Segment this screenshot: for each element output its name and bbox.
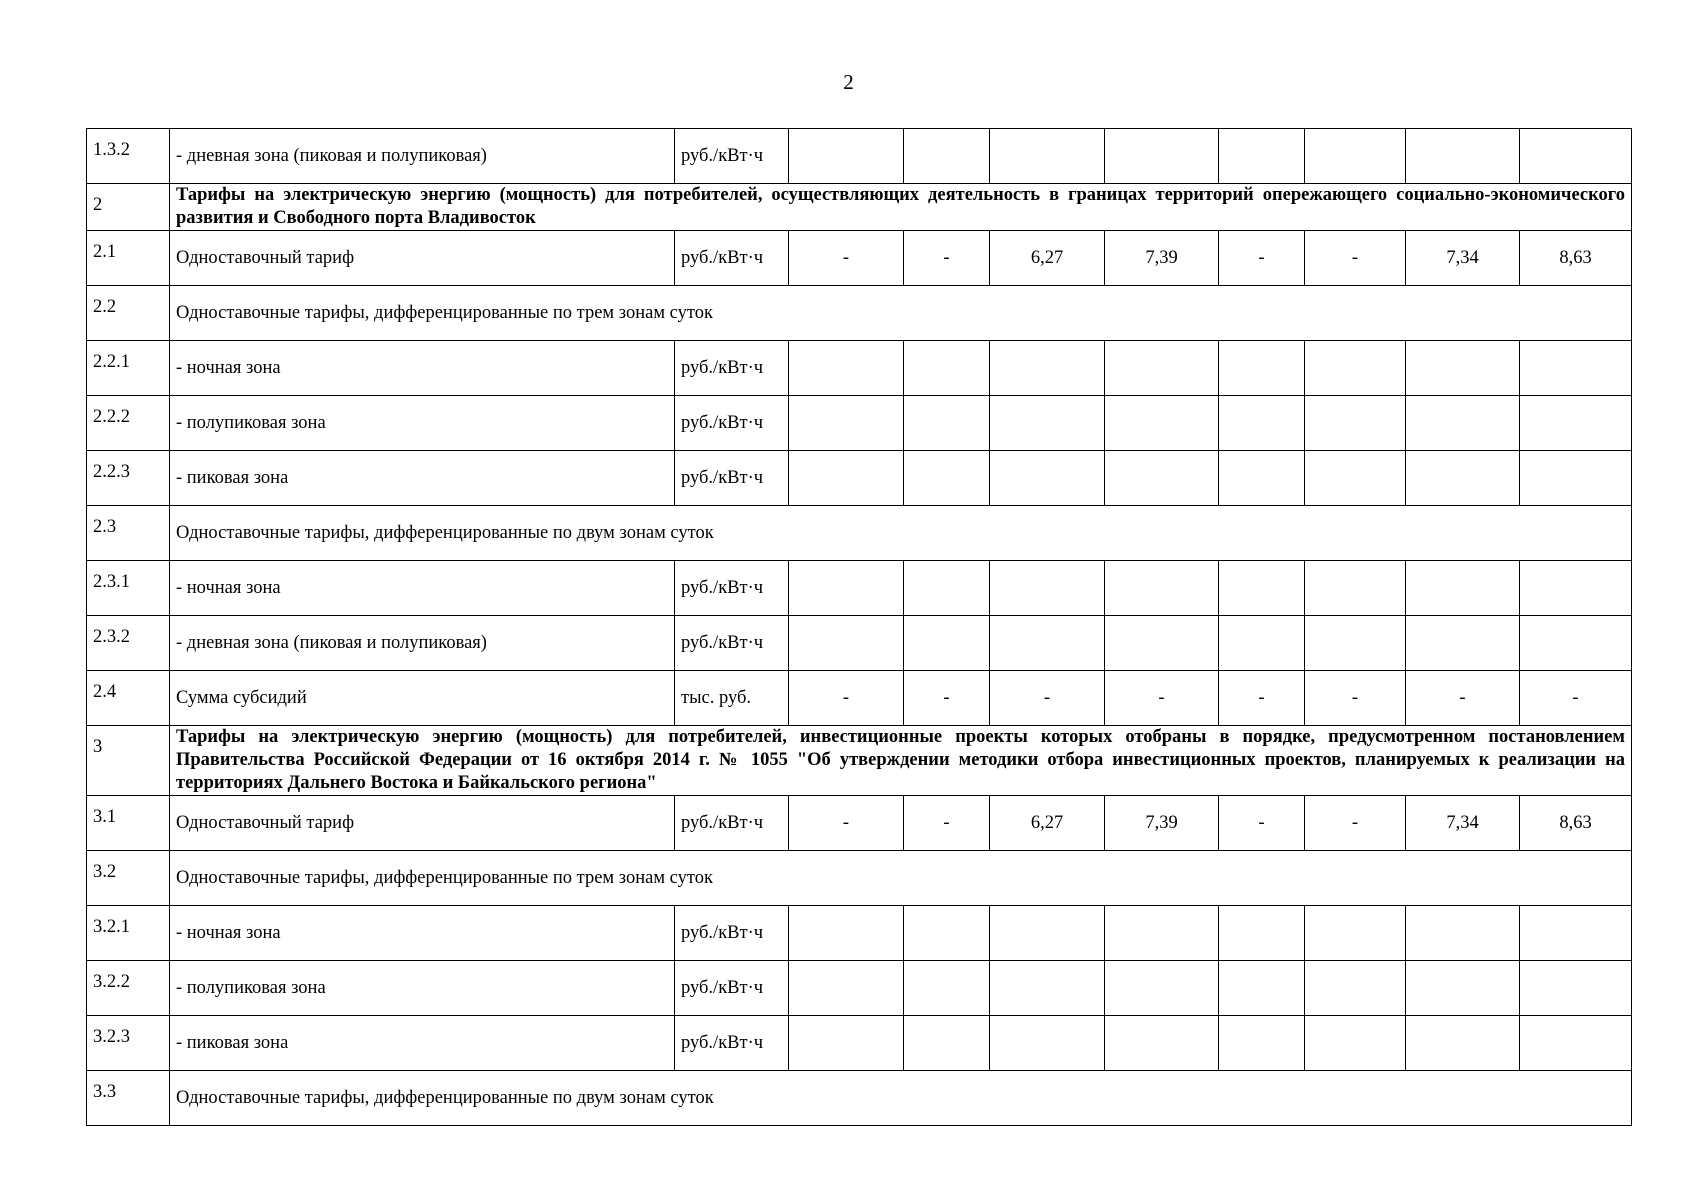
value-cell <box>1305 1016 1406 1071</box>
row-unit: руб./кВт·ч <box>675 1016 789 1071</box>
value-cell <box>1305 906 1406 961</box>
value-cell: - <box>789 671 904 726</box>
value-cell: - <box>904 231 990 286</box>
value-cell <box>1520 1016 1632 1071</box>
value-cell <box>1406 1016 1520 1071</box>
row-unit: руб./кВт·ч <box>675 396 789 451</box>
value-cell <box>1406 616 1520 671</box>
value-cell <box>1305 396 1406 451</box>
row-number: 2.4 <box>87 671 170 726</box>
value-cell <box>1520 129 1632 184</box>
row-number: 3.2 <box>87 851 170 906</box>
section-title: Одноставочные тарифы, дифференцированные по трем зонам суток <box>170 851 1632 906</box>
value-cell <box>789 1016 904 1071</box>
value-cell <box>1219 616 1305 671</box>
value-cell: - <box>1105 671 1219 726</box>
section-title: Тарифы на электрическую энергию (мощность) для потребителей, инвестиционные проекты которых отобраны в порядке, предусмотренном постановлением Правительства Российской Федерации от 16 октября 2014 г. № 1055 "Об утверждении методики отбора инвестиционных проектов, планируемых к реализации на территориях Дальнего Востока и Байкальского региона" <box>170 726 1632 796</box>
section-row <box>87 851 1632 906</box>
value-cell <box>1520 616 1632 671</box>
row-name: - пиковая зона <box>170 451 675 506</box>
row-number: 2.2.2 <box>87 396 170 451</box>
value-cell <box>1105 341 1219 396</box>
row-name: - полупиковая зона <box>170 396 675 451</box>
value-cell <box>789 451 904 506</box>
row-number: 2 <box>87 184 170 231</box>
row-name: - пиковая зона <box>170 1016 675 1071</box>
value-cell: 6,27 <box>990 231 1105 286</box>
value-cell <box>1105 1016 1219 1071</box>
row-number: 3 <box>87 726 170 796</box>
value-cell <box>1305 451 1406 506</box>
row-number: 2.3.2 <box>87 616 170 671</box>
row-unit: руб./кВт·ч <box>675 129 789 184</box>
value-cell <box>1105 616 1219 671</box>
value-cell <box>1105 396 1219 451</box>
section-title: Тарифы на электрическую энергию (мощность) для потребителей, осуществляющих деятельность в границах территорий опережающего социально-экономического развития и Свободного порта Владивосток <box>170 184 1632 231</box>
value-cell: 7,34 <box>1406 796 1520 851</box>
value-cell <box>1219 906 1305 961</box>
row-unit: руб./кВт·ч <box>675 616 789 671</box>
value-cell <box>789 906 904 961</box>
value-cell <box>1406 906 1520 961</box>
section-row <box>87 726 1632 796</box>
value-cell: - <box>1305 671 1406 726</box>
value-cell <box>1305 129 1406 184</box>
row-unit: руб./кВт·ч <box>675 796 789 851</box>
row-number: 2.3.1 <box>87 561 170 616</box>
section-row <box>87 184 1632 231</box>
value-cell <box>789 341 904 396</box>
value-cell <box>1406 961 1520 1016</box>
table-row <box>87 906 1632 961</box>
value-cell <box>990 451 1105 506</box>
value-cell <box>1219 1016 1305 1071</box>
section-row <box>87 286 1632 341</box>
value-cell: - <box>1219 796 1305 851</box>
row-unit: руб./кВт·ч <box>675 341 789 396</box>
value-cell <box>1219 561 1305 616</box>
value-cell <box>1105 906 1219 961</box>
table-row <box>87 561 1632 616</box>
value-cell <box>1105 129 1219 184</box>
value-cell <box>904 561 990 616</box>
value-cell <box>990 396 1105 451</box>
table-row <box>87 1016 1632 1071</box>
value-cell <box>1219 961 1305 1016</box>
value-cell: - <box>1305 231 1406 286</box>
value-cell: - <box>904 671 990 726</box>
row-number: 2.3 <box>87 506 170 561</box>
value-cell <box>904 616 990 671</box>
value-cell <box>1406 451 1520 506</box>
value-cell <box>1520 906 1632 961</box>
row-number: 3.2.3 <box>87 1016 170 1071</box>
table-row <box>87 616 1632 671</box>
value-cell <box>990 961 1105 1016</box>
value-cell <box>1520 396 1632 451</box>
value-cell <box>1219 451 1305 506</box>
tariff-table <box>86 128 1632 1126</box>
row-unit: руб./кВт·ч <box>675 451 789 506</box>
value-cell <box>789 961 904 1016</box>
value-cell: - <box>1406 671 1520 726</box>
table-row <box>87 129 1632 184</box>
table-row <box>87 451 1632 506</box>
value-cell <box>789 561 904 616</box>
value-cell <box>904 129 990 184</box>
value-cell: - <box>1305 796 1406 851</box>
value-cell <box>1305 961 1406 1016</box>
row-number: 2.2 <box>87 286 170 341</box>
table-row <box>87 341 1632 396</box>
row-name: - ночная зона <box>170 561 675 616</box>
table-row <box>87 796 1632 851</box>
row-name: - ночная зона <box>170 341 675 396</box>
value-cell: 6,27 <box>990 796 1105 851</box>
row-unit: руб./кВт·ч <box>675 231 789 286</box>
value-cell <box>1219 341 1305 396</box>
row-number: 2.2.1 <box>87 341 170 396</box>
value-cell <box>789 616 904 671</box>
value-cell <box>1520 451 1632 506</box>
value-cell <box>904 906 990 961</box>
value-cell: 8,63 <box>1520 231 1632 286</box>
table-row <box>87 396 1632 451</box>
row-name: - ночная зона <box>170 906 675 961</box>
value-cell <box>789 129 904 184</box>
value-cell: - <box>789 231 904 286</box>
value-cell: 7,39 <box>1105 231 1219 286</box>
value-cell <box>1520 961 1632 1016</box>
value-cell <box>1305 616 1406 671</box>
value-cell <box>1406 341 1520 396</box>
value-cell <box>990 1016 1105 1071</box>
section-row <box>87 1071 1632 1126</box>
value-cell <box>990 561 1105 616</box>
value-cell <box>1105 961 1219 1016</box>
row-number: 3.1 <box>87 796 170 851</box>
value-cell <box>904 961 990 1016</box>
table-row <box>87 231 1632 286</box>
value-cell <box>789 396 904 451</box>
row-number: 3.2.2 <box>87 961 170 1016</box>
value-cell <box>1219 396 1305 451</box>
value-cell <box>1520 561 1632 616</box>
row-number: 1.3.2 <box>87 129 170 184</box>
section-row <box>87 506 1632 561</box>
row-unit: руб./кВт·ч <box>675 561 789 616</box>
row-name: Одноставочный тариф <box>170 231 675 286</box>
row-number: 3.2.1 <box>87 906 170 961</box>
value-cell <box>990 341 1105 396</box>
value-cell: 7,34 <box>1406 231 1520 286</box>
row-name: - дневная зона (пиковая и полупиковая) <box>170 129 675 184</box>
value-cell <box>1406 129 1520 184</box>
row-unit: руб./кВт·ч <box>675 961 789 1016</box>
value-cell: - <box>789 796 904 851</box>
tariff-table-body <box>87 129 1632 1126</box>
row-unit: руб./кВт·ч <box>675 906 789 961</box>
table-row <box>87 671 1632 726</box>
value-cell <box>1219 129 1305 184</box>
page-number: 2 <box>843 70 854 94</box>
value-cell <box>1520 341 1632 396</box>
value-cell: - <box>1520 671 1632 726</box>
table-row <box>87 961 1632 1016</box>
value-cell <box>1305 561 1406 616</box>
value-cell <box>1406 396 1520 451</box>
value-cell <box>904 451 990 506</box>
value-cell: - <box>990 671 1105 726</box>
value-cell <box>990 129 1105 184</box>
value-cell <box>1105 451 1219 506</box>
row-name: - полупиковая зона <box>170 961 675 1016</box>
row-unit: тыс. руб. <box>675 671 789 726</box>
row-number: 2.2.3 <box>87 451 170 506</box>
value-cell: 8,63 <box>1520 796 1632 851</box>
row-name: Сумма субсидий <box>170 671 675 726</box>
value-cell: 7,39 <box>1105 796 1219 851</box>
value-cell <box>1406 561 1520 616</box>
value-cell: - <box>1219 671 1305 726</box>
value-cell <box>990 906 1105 961</box>
value-cell <box>1305 341 1406 396</box>
value-cell: - <box>904 796 990 851</box>
value-cell <box>990 616 1105 671</box>
row-number: 3.3 <box>87 1071 170 1126</box>
value-cell <box>904 1016 990 1071</box>
value-cell <box>1105 561 1219 616</box>
row-name: Одноставочный тариф <box>170 796 675 851</box>
value-cell <box>904 396 990 451</box>
section-title: Одноставочные тарифы, дифференцированные по двум зонам суток <box>170 506 1632 561</box>
row-name: - дневная зона (пиковая и полупиковая) <box>170 616 675 671</box>
section-title: Одноставочные тарифы, дифференцированные по двум зонам суток <box>170 1071 1632 1126</box>
row-number: 2.1 <box>87 231 170 286</box>
value-cell <box>904 341 990 396</box>
section-title: Одноставочные тарифы, дифференцированные по трем зонам суток <box>170 286 1632 341</box>
value-cell: - <box>1219 231 1305 286</box>
